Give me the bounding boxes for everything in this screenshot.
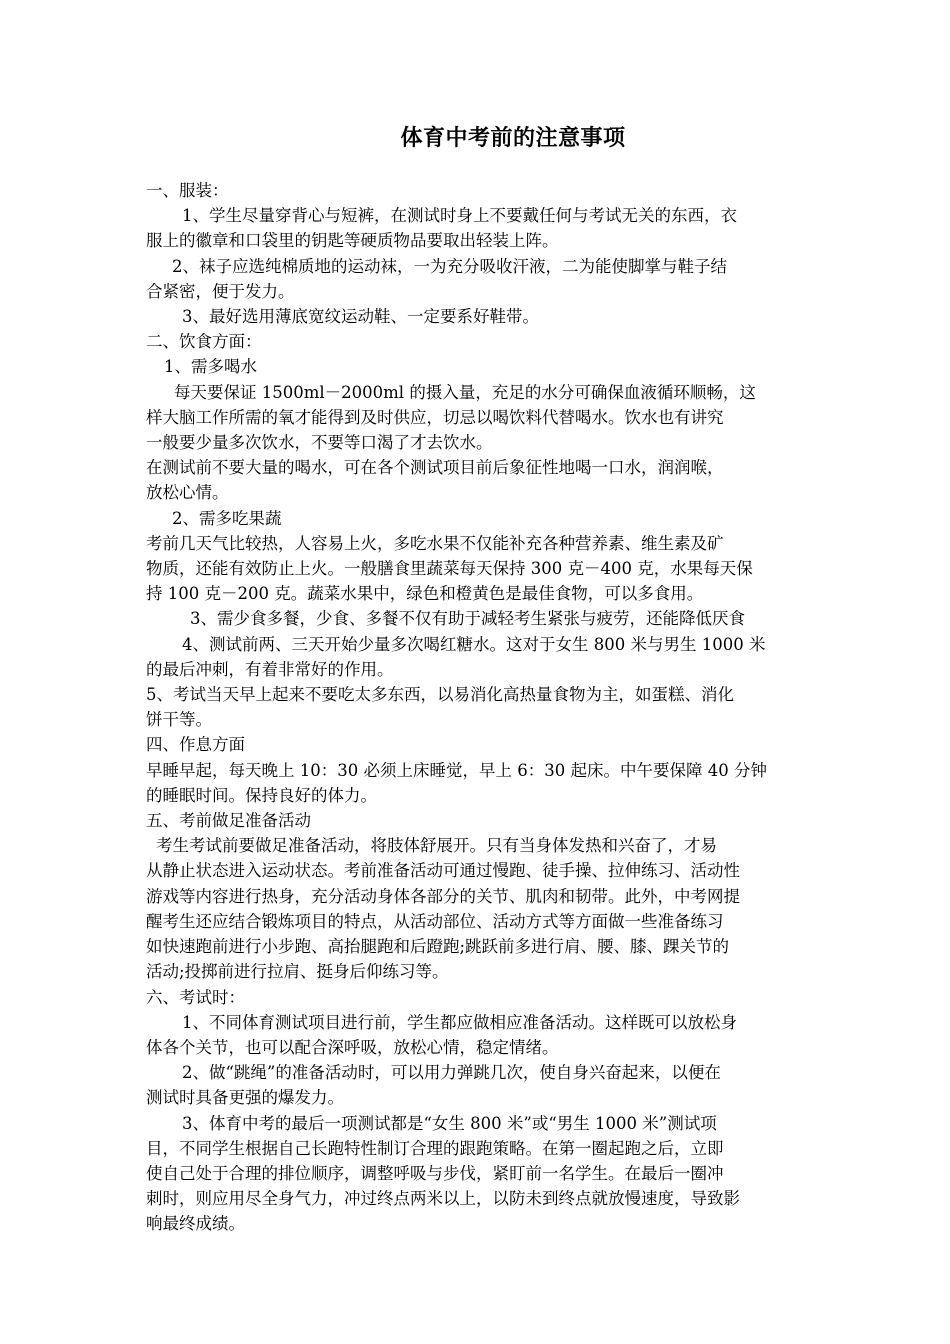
text-line: 每天要保证 1500ml－2000ml 的摄入量，充足的水分可确保血液循环顺畅，这 [174,382,756,402]
text-line: 1、不同体育测试项目进行前，学生都应做相应准备活动。这样既可以放松身 [182,1012,737,1032]
text-line: 考生考试前要做足准备活动，将肢体舒展开。只有当身体发热和兴奋了，才易 [156,836,717,856]
text-line: 持 100 克－200 克。蔬菜水果中，绿色和橙黄色是最佳食物，可以多食用。 [146,584,704,604]
text-line: 二、饮食方面： [146,332,262,352]
text-line: 从静止状态进入运动状态。考前准备活动可通过慢跑、徒手操、拉伸练习、活动性 [146,861,740,881]
text-line: 4、测试前两、三天开始少量多次喝红糖水。这对于女生 800 米与男生 1000 米 [182,634,766,654]
text-line: 使自己处于合理的排位顺序，调整呼吸与步伐，紧盯前一名学生。在最后一圈冲 [146,1163,724,1183]
text-line: 2、袜子应选纯棉质地的运动袜，一为充分吸收汗液，二为能使脚掌与鞋子结 [172,256,727,276]
text-line: 活动;投掷前进行拉肩、挺身后仰练习等。 [146,962,449,982]
text-line: 如快速跑前进行小步跑、高抬腿跑和后蹬跑;跳跃前多进行肩、腰、膝、踝关节的 [146,937,730,957]
text-line: 样大脑工作所需的氧才能得到及时供应，切忌以喝饮料代替喝水。饮水也有讲究 [146,407,724,427]
text-line: 体各个关节，也可以配合深呼吸，放松心情，稳定情绪。 [146,1037,559,1057]
text-line: 早睡早起，每天晚上 10：30 必须上床睡觉，早上 6：30 起床。中午要保障 40 分钟 [146,760,767,780]
text-line: 3、需少食多餐，少食、多餐不仅有助于减轻考生紧张与疲劳，还能降低厌食 [190,609,745,629]
text-line: 目，不同学生根据自己长跑特性制订合理的跟跑策略。在第一圈起跑之后，立即 [146,1138,724,1158]
document-title: 体育中考前的注意事项 [400,125,626,151]
text-line: 2、需多吃果蔬 [172,508,282,528]
text-line: 刺时，则应用尽全身气力，冲过终点两米以上，以防未到终点就放慢速度，导致影 [146,1189,740,1209]
text-line: 测试时具备更强的爆发力。 [146,1088,344,1108]
text-line: 1、需多喝水 [164,357,257,377]
text-line: 物质，还能有效防止上火。一般膳食里蔬菜每天保持 300 克－400 克，水果每天保 [146,559,753,579]
text-line: 四、作息方面 [146,735,245,755]
text-line: 2、做“跳绳”的准备活动时，可以用力弹跳几次，使自身兴奋起来，以便在 [182,1063,721,1083]
text-line: 的睡眠时间。保持良好的体力。 [146,785,377,805]
text-line: 3、最好选用薄底宽纹运动鞋、一定要系好鞋带。 [182,307,539,327]
text-line: 的最后冲刺，有着非常好的作用。 [146,659,394,679]
text-line: 饼干等。 [146,710,212,730]
text-line: 合紧密，便于发力。 [146,281,295,301]
text-line: 放松心情。 [146,483,229,503]
text-line: 响最终成绩。 [146,1214,245,1234]
text-line: 1、学生尽量穿背心与短裤，在测试时身上不要戴任何与考试无关的东西，衣 [182,206,737,226]
text-line: 在测试前不要大量的喝水，可在各个测试项目前后象征性地喝一口水，润润喉， [146,458,724,478]
text-line: 3、体育中考的最后一项测试都是“女生 800 米”或“男生 1000 米”测试项 [182,1113,717,1133]
text-line: 醒考生还应结合锻炼项目的特点，从活动部位、活动方式等方面做一些准备练习 [146,911,724,931]
document-body [146,178,810,1237]
text-line: 考前几天气比较热，人容易上火，多吃水果不仅能补充各种营养素、维生素及矿 [146,533,724,553]
text-line: 一、服装： [146,181,229,200]
text-line: 游戏等内容进行热身，充分活动身体各部分的关节、肌肉和韧带。此外，中考网提 [146,886,740,906]
text-line: 六、考试时： [146,987,245,1007]
text-line: 服上的徽章和口袋里的钥匙等硬质物品要取出轻装上阵。 [146,231,559,251]
text-line: 一般要少量多次饮水，不要等口渴了才去饮水。 [146,433,493,453]
text-line: 五、考前做足准备活动 [146,811,311,831]
document-page [146,120,810,1237]
text-line: 5、考试当天早上起来不要吃太多东西，以易消化高热量食物为主，如蛋糕、消化 [146,685,734,705]
